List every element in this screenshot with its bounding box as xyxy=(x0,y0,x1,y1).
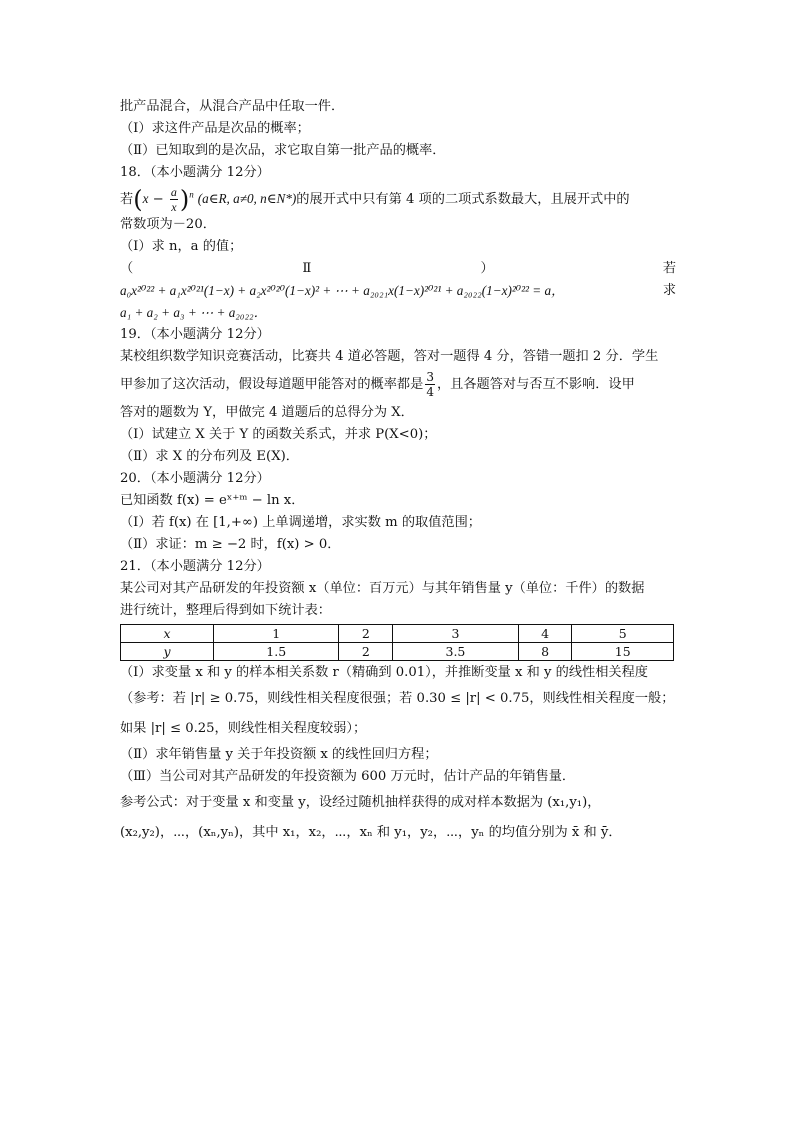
table-cell: 3.5 xyxy=(393,643,518,661)
table-cell: 2 xyxy=(339,625,393,643)
table-cell: 1.5 xyxy=(214,643,339,661)
problem-19-question-2: （Ⅱ）求 X 的分布列及 E(X)． xyxy=(120,449,299,464)
problem-18-equation: a₀x²⁰²² + a₁x²⁰²¹(1−x) + a₂x²⁰²⁰(1−x)² + ⋯ + a₂₀₂₁x(1−x)²⁰²¹ + a₂₀₂₂(1−x)²⁰²² = a， 求 xyxy=(120,283,676,298)
problem-21-header: 21．（本小题满分 12分） xyxy=(120,559,270,574)
fraction-three-quarters: $\frac{3}{4}$ xyxy=(426,370,434,399)
problem-20-question-1: （Ⅰ）若 f(x) 在 [1,+∞) 上单调递增，求实数 m 的取值范围； xyxy=(120,515,481,530)
statement-suffix: 的展开式中只有第 4 项的二项式系数最大，且展开式中的 xyxy=(296,192,630,207)
table-cell: 8 xyxy=(518,643,572,661)
problem-18-sum: a₁ + a₂ + a₃ + ⋯ + a₂₀₂₂． xyxy=(120,305,267,320)
table-cell: 1 xyxy=(214,625,339,643)
problem-21-question-1-line1: （Ⅰ）求变量 x 和 y 的样本相关系数 r（精确到 0.01），并推断变量 x 和 y 的线性相关程度 xyxy=(120,665,648,680)
problem-19-header: 19．（本小题满分 12分） xyxy=(120,327,270,342)
intro-line: 批产品混合，从混合产品中任取一件． xyxy=(120,99,345,114)
exam-page xyxy=(120,96,676,848)
problem-21-question-1-line3: 如果 |r| ≤ 0.25，则线性相关程度较弱）； xyxy=(120,721,367,736)
table-cell: 5 xyxy=(572,625,674,643)
table-header-x: x xyxy=(121,625,214,643)
exponent-n: n xyxy=(189,189,194,200)
fraction-a-over-x: $\frac{a}{x}$ xyxy=(170,185,177,214)
table-cell: 3 xyxy=(393,625,518,643)
problem-18-statement-line2: 常数项为－20． xyxy=(120,217,216,232)
prefix-ruo: 若 xyxy=(120,192,134,207)
problem-21-line2: 进行统计，整理后得到如下统计表： xyxy=(120,603,331,618)
table-row-x xyxy=(121,625,674,643)
table-row-y xyxy=(121,643,674,661)
statistics-table xyxy=(120,624,674,661)
table-cell: 15 xyxy=(572,643,674,661)
table-header-y: y xyxy=(121,643,214,661)
problem-21-line1: 某公司对其产品研发的年投资额 x（单位：百万元）与其年销售量 y（单位：千件）的数据 xyxy=(120,581,645,596)
problem-19-line1: 某校组织数学知识竞赛活动，比赛共 4 道必答题，答对一题得 4 分，答错一题扣 2 分．学生 xyxy=(120,349,659,364)
problem-21-question-2: （Ⅱ）求年销售量 y 关于年投资额 x 的线性回归方程； xyxy=(120,747,438,762)
problem-20-given: 已知函数 f(x) = eˣ⁺ᵐ − ln x． xyxy=(120,493,305,508)
problem-18-header: 18．（本小题满分 12分） xyxy=(120,165,270,180)
problem-21-question-3: （Ⅲ）当公司对其产品研发的年投资额为 600 万元时，估计产品的年销售量． xyxy=(120,769,576,784)
intro-question-2: （Ⅱ）已知取到的是次品，求它取自第一批产品的概率． xyxy=(120,143,446,158)
problem-20-question-2: （Ⅱ）求证：m ≥ −2 时，f(x) > 0． xyxy=(120,537,341,552)
expr-x: x xyxy=(142,191,149,206)
table-cell: 2 xyxy=(339,643,393,661)
table-cell: 4 xyxy=(518,625,572,643)
problem-18-question-1: （Ⅰ）求 n，a 的值； xyxy=(120,239,243,254)
problem-20-header: 20．（本小题满分 12分） xyxy=(120,471,270,486)
problem-19-line2: 甲参加了这次活动，假设每道题甲能答对的概率都是 $\frac{3}{4}$ ，且各题答对与否互不影响．设甲 xyxy=(120,370,635,399)
condition: (a∈R, a≠0, n∈N*) xyxy=(197,191,297,206)
problem-21-reference-line2: (x₂,y₂)，⋯，(xₙ,yₙ)，其中 x₁，x₂，⋯，xₙ 和 y₁，y₂，⋯，yₙ 的均值分别为 x̄ 和 ȳ． xyxy=(120,825,622,840)
problem-19-line3: 答对的题数为 Y，甲做完 4 道题后的总得分为 X． xyxy=(120,405,414,420)
problem-21-reference-line1: 参考公式：对于变量 x 和变量 y，设经过随机抽样获得的成对样本数据为 (x₁,y₁)， xyxy=(120,795,601,810)
problem-19-question-1: （Ⅰ）试建立 X 关于 Y 的函数关系式，并求 P(X<0)； xyxy=(120,427,437,442)
intro-question-1: （Ⅰ）求这件产品是次品的概率； xyxy=(120,121,310,136)
problem-18-question-2-label: （ Ⅱ ） 若 xyxy=(120,261,676,276)
problem-18-statement-line1: 若(x − $\frac{a}{x}$ )$^n$ (a∈R, a≠0, n∈N*)的展开式中只有第 4 项的二项式系数最大，且展开式中的 xyxy=(120,185,630,214)
problem-21-question-1-line2: （参考：若 |r| ≥ 0.75，则线性相关程度很强；若 0.30 ≤ |r| < 0.75，则线性相关程度一般； xyxy=(120,691,675,706)
